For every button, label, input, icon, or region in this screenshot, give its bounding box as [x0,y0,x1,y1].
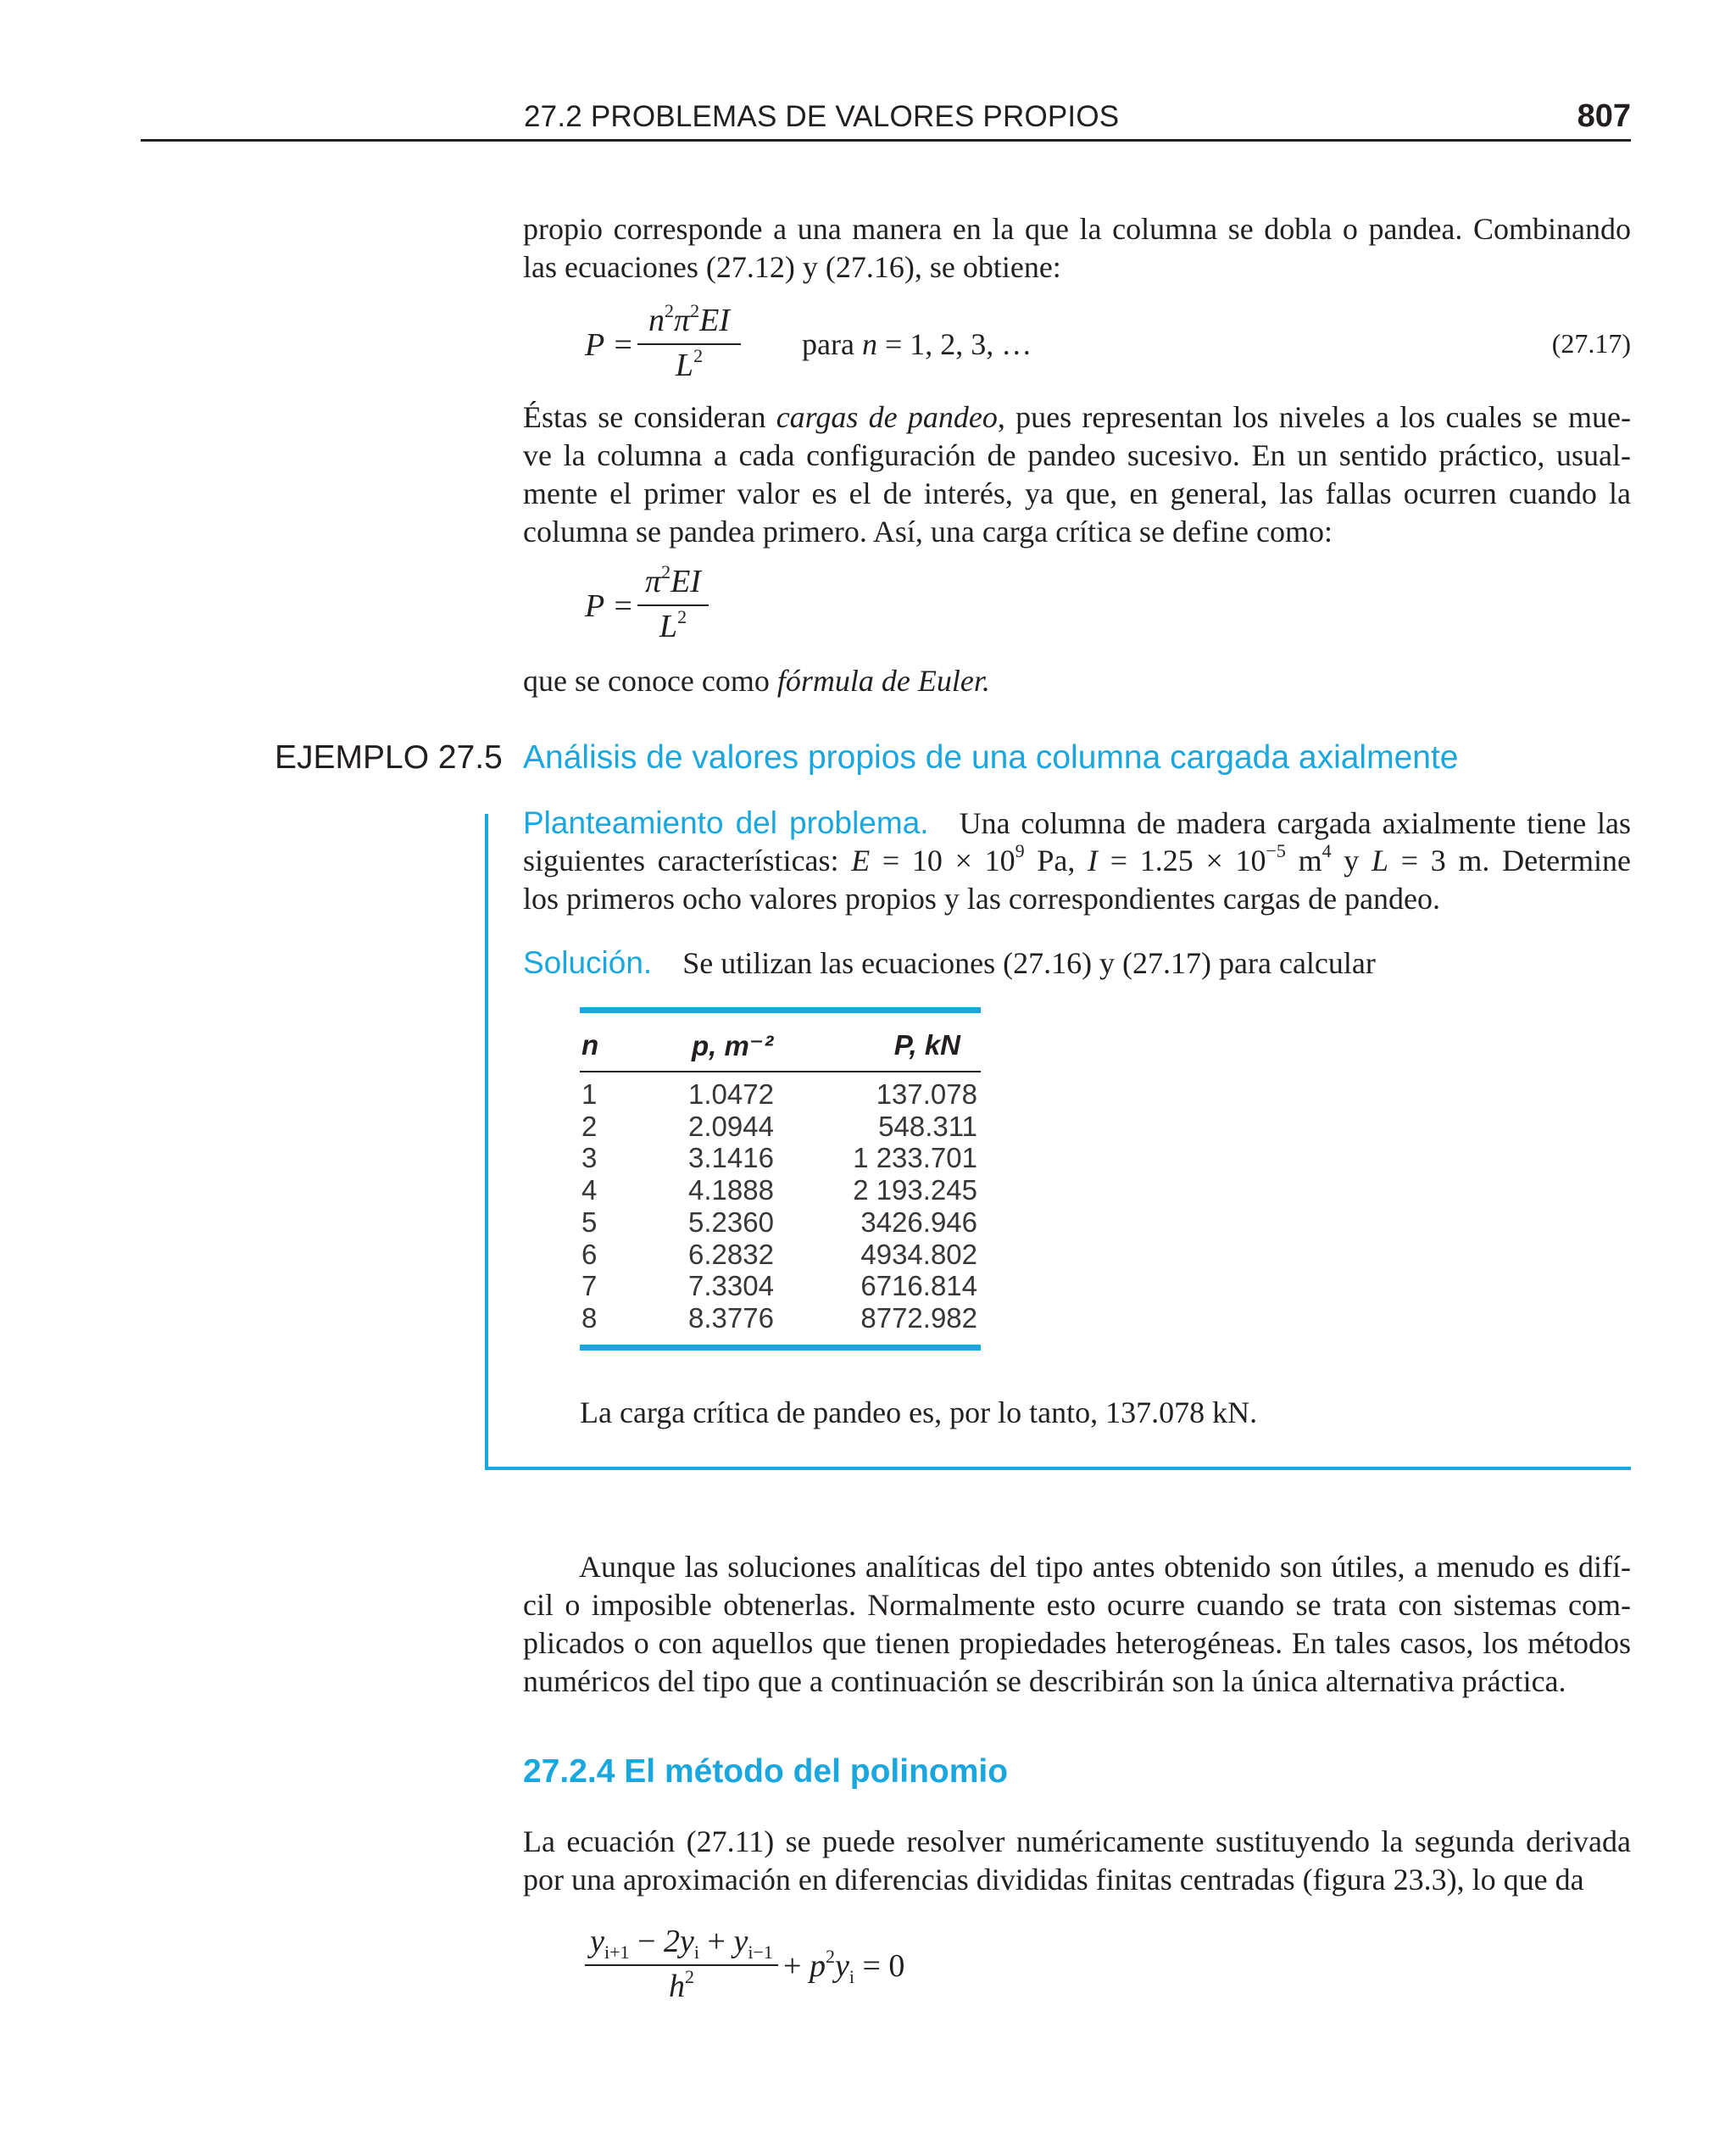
cell-load: 1 233.701 [853,1142,977,1174]
cell-p: 5.2360 [688,1206,774,1238]
cell-n: 3 [581,1142,598,1174]
cell-p: 1.0472 [688,1078,774,1110]
finite-difference-fraction: $y_{i+1} - 2y_i + y_{i-1}$ $h^2$ [585,1923,778,2008]
cell-p: 6.2832 [688,1238,774,1270]
section-heading: 27.2.4 El método del polinomio [523,1753,1009,1790]
text-line: mente el primer valor es el de interés, ya que, en general, las fallas ocurren cuando la [523,476,1631,510]
cell-p: 4.1888 [688,1174,774,1206]
intro-paragraph [523,210,1631,287]
cell-load: 4934.802 [860,1238,977,1270]
table-bottom-rule [580,1345,981,1351]
problem-label: Planteamiento del problema. [523,805,929,840]
example-label: EJEMPLO 27.5 [275,739,503,776]
text-line: Éstas se consideran cargas de pandeo, pues representan los niveles a los cuales se mue- [523,400,1631,434]
cell-load: 8772.982 [860,1301,977,1334]
equation-number: (27.17) [1551,328,1631,359]
text-line: La ecuación (27.11) se puede resolver numéricamente sustituyendo la segunda derivada [523,1824,1631,1858]
euler-formula-fraction: $\pi^2EI$ $L^2$ [637,563,709,648]
running-header [141,95,1631,142]
cell-n: 4 [581,1174,598,1206]
example-side-rule [485,814,488,1470]
cell-n: 7 [581,1270,598,1302]
text-line: propio corresponde a una manera en la que la columna se dobla o pandea. Combinando [523,212,1631,246]
cell-n: 2 [581,1110,598,1142]
text-line: por una aproximación en diferencias divididas finitas centradas (figura 23.3), lo que da [523,1863,1584,1897]
cell-p: 7.3304 [688,1270,774,1302]
results-table [580,1007,981,1360]
text-line: Planteamiento del problema. Una columna de madera cargada axialmente tiene las [523,805,1632,840]
example-title: Análisis de valores propios de una columna cargada axialmente [523,739,1459,776]
cell-p: 2.0944 [688,1110,774,1142]
header-title: 27.2 PROBLEMAS DE VALORES PROPIOS [524,100,1120,133]
text-line: Aunque las soluciones analíticas del tipo antes obtenido son útiles, a menudo es difí- [579,1550,1631,1584]
page-number: 807 [1577,98,1631,134]
text-line: las ecuaciones (27.12) y (27.16), se obtiene: [523,250,1061,284]
text-line: ve la columna a cada configuración de pandeo sucesivo. En un sentido práctico, usual- [523,438,1631,472]
cell-load: 3426.946 [860,1206,977,1238]
table-header-rule [580,1071,981,1072]
solution-line: Solución. Se utilizan las ecuaciones (27.16) y (27.17) para calcular [523,945,1376,980]
cell-load: 2 193.245 [853,1174,977,1206]
table-top-rule [580,1007,981,1013]
euler-formula-lhs: P = [585,588,634,624]
cell-load: 137.078 [876,1078,977,1110]
cell-load: 6716.814 [860,1270,977,1302]
cell-n: 1 [581,1078,598,1110]
text-line: numéricos del tipo que a continuación se describirán son la única alternativa práctica. [523,1664,1566,1698]
text-line: columna se pandea primero. Así, una carga crítica se define como: [523,515,1333,549]
cell-n: 5 [581,1206,598,1238]
text-line: plicados o con aquellos que tienen propiedades heterogéneas. En tales casos, los métodos [523,1626,1631,1660]
column-load [853,1078,977,1334]
column-header-n: n [581,1029,599,1061]
term-formula-de-euler: fórmula de Euler. [776,664,990,698]
column-p [688,1078,774,1334]
example-bottom-rule [485,1467,1631,1470]
column-n [581,1078,597,1334]
buckling-paragraph [523,398,1631,551]
euler-sentence: que se conoce como fórmula de Euler. [523,664,990,698]
text-line: cil o imposible obtenerlas. Normalmente esto ocurre cuando se trata con sistemas com- [523,1588,1631,1622]
cell-load: 548.311 [878,1110,977,1142]
polynomial-paragraph [523,1823,1631,1899]
cell-p: 8.3776 [688,1301,774,1334]
solution-label: Solución. [523,945,653,980]
conclusion: La carga crítica de pandeo es, por lo tanto, 137.078 kN. [580,1395,1258,1429]
column-header-load: P, kN [893,1029,960,1061]
analytic-paragraph [523,1548,1631,1701]
cell-n: 6 [581,1238,598,1270]
equation-27-17-condition: para n = 1, 2, 3, … [802,327,1032,361]
cell-p: 3.1416 [688,1142,774,1174]
cell-n: 8 [581,1301,598,1334]
column-header-p: p, m⁻² [692,1030,774,1061]
equation-27-17-fraction: $n^2\pi^2EI$ $L^2$ [637,302,741,387]
term-cargas-de-pandeo: cargas de pandeo [776,400,998,434]
equation-27-17-lhs: P = [585,327,634,363]
finite-difference-rest: + $p^2y_i = 0$ [783,1946,905,1987]
text-line: los primeros ocho valores propios y las correspondientes cargas de pandeo. [523,882,1441,916]
text-line: siguientes características: $E = 10 \times 10^9$ Pa, $I = 1.25 \times 10^{-5}$ $m^4$ y L = 3 m. Determine [523,840,1632,877]
problem-statement [523,804,1631,918]
